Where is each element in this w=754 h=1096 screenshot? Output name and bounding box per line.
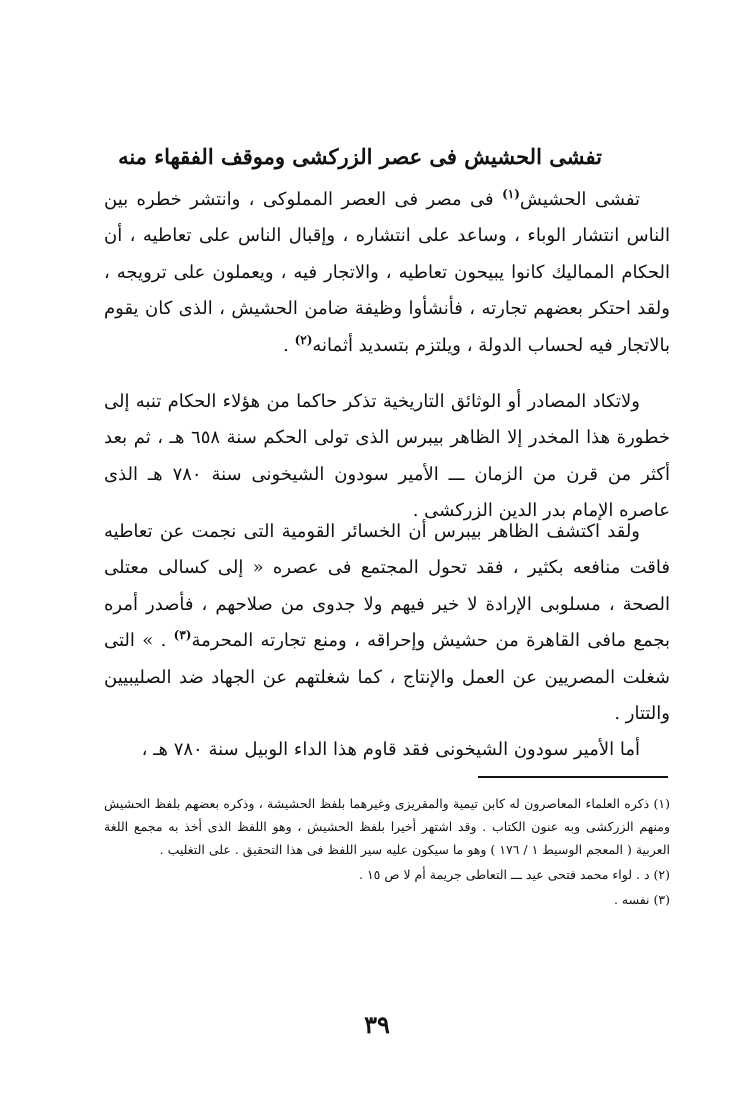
paragraph-2 bbox=[104, 384, 670, 530]
paragraph-3-text-b: . » التى شغلت المصريين عن العمل والإنتاج ، كما شغلتهم عن الجهاد ضد الصليبيين والتتار . bbox=[104, 630, 670, 725]
paragraph-4 bbox=[104, 732, 670, 768]
page-number: ٣٩ bbox=[364, 1010, 390, 1039]
footnotes bbox=[104, 792, 670, 913]
paragraph-1-text-b: . bbox=[283, 334, 295, 356]
paragraph-2-text: ولاتكاد المصادر أو الوثائق التاريخية تذكر حاكما من هؤلاء الحكام تنبه إلى خطورة هذا المخدر إلا الظاهر بيبرس الذى تولى الحكم سنة ٦٥٨ هـ ، ثم بعد أكثر من قرن من الزمان ـــ الأمير سودون الشيخونى سنة ٧٨٠ هـ الذى عاصره الإمام بدر الدين الزركشى . bbox=[104, 391, 671, 522]
footnote-ref-2[interactable]: (٢) bbox=[294, 332, 313, 347]
footnote-ref-1[interactable]: (١) bbox=[502, 187, 520, 201]
paragraph-4-text: أما الأمير سودون الشيخونى فقد قاوم هذا الداء الوبيل سنة ٧٨٠ هـ ، bbox=[141, 739, 640, 760]
footnote-2: (٢) د . لواء محمد فتحى عيد ـــ التعاطى جريمة أم لا ص ١٥ . bbox=[359, 867, 670, 882]
footnote-1: (١) ذكره العلماء المعاصرون له كابن تيمية والمقريزى وغيرهما بلفظ الحشيشة ، وذكره بعضهم بلفظ الحشيش ومنهم الزركشى وبه عنون الكتاب . وقد اشتهر أخيرا بلفظ الحشيش ، وهو اللفظ الذى أخذ به مجمع اللغة العربية ( المعجم الوسيط ١ / ١٧٦ ) وهو ما سيكون عليه سير اللفظ فى هذا التحقيق . على التغليب . bbox=[104, 796, 670, 857]
paragraph-1-lead: تفشى الحشيش bbox=[519, 189, 640, 210]
footnote-separator bbox=[478, 776, 668, 778]
paragraph-3-text-a: ولقد اكتشف الظاهر بيبرس أن الخسائر القومية التى نجمت عن تعاطيه فاقت منافعه بكثير ، فقد تحول المجتمع فى عصره « إلى كسالى معتلى الصحة ، مسلوبى الإرادة لا خير فيهم ولا جدوى من صلاحهم ، فأصدر أمره بجمع مافى القاهرة من حشيش وإحراقه ، ومنع تجارته المحرمة bbox=[104, 521, 671, 652]
paragraph-3 bbox=[104, 514, 670, 732]
paragraph-1-text-a: فى مصر فى العصر المملوكى ، وانتشر خطره بين الناس انتشار الوباء ، وساعد على انتشاره ، وإقبال الناس على تعاطيه ، أن الحكام المماليك كانوا يبيحون تعاطيه ، والاتجار فيه ، ويعملون على ترويجه ، ولقد احتكر بعضهم تجارته ، فأنشأوا وظيفة ضامن الحشيش ، الذى كان يقوم بالاتجار فيه لحساب الدولة ، ويلتزم بتسديد أثمانه bbox=[104, 189, 670, 356]
paragraph-1 bbox=[104, 182, 670, 364]
footnote-3: (٣) نفسه . bbox=[613, 892, 670, 907]
footnote-ref-3[interactable]: (٣) bbox=[173, 628, 192, 643]
chapter-title: تفشى الحشيش فى عصر الزركشى وموقف الفقهاء منه bbox=[118, 144, 602, 169]
